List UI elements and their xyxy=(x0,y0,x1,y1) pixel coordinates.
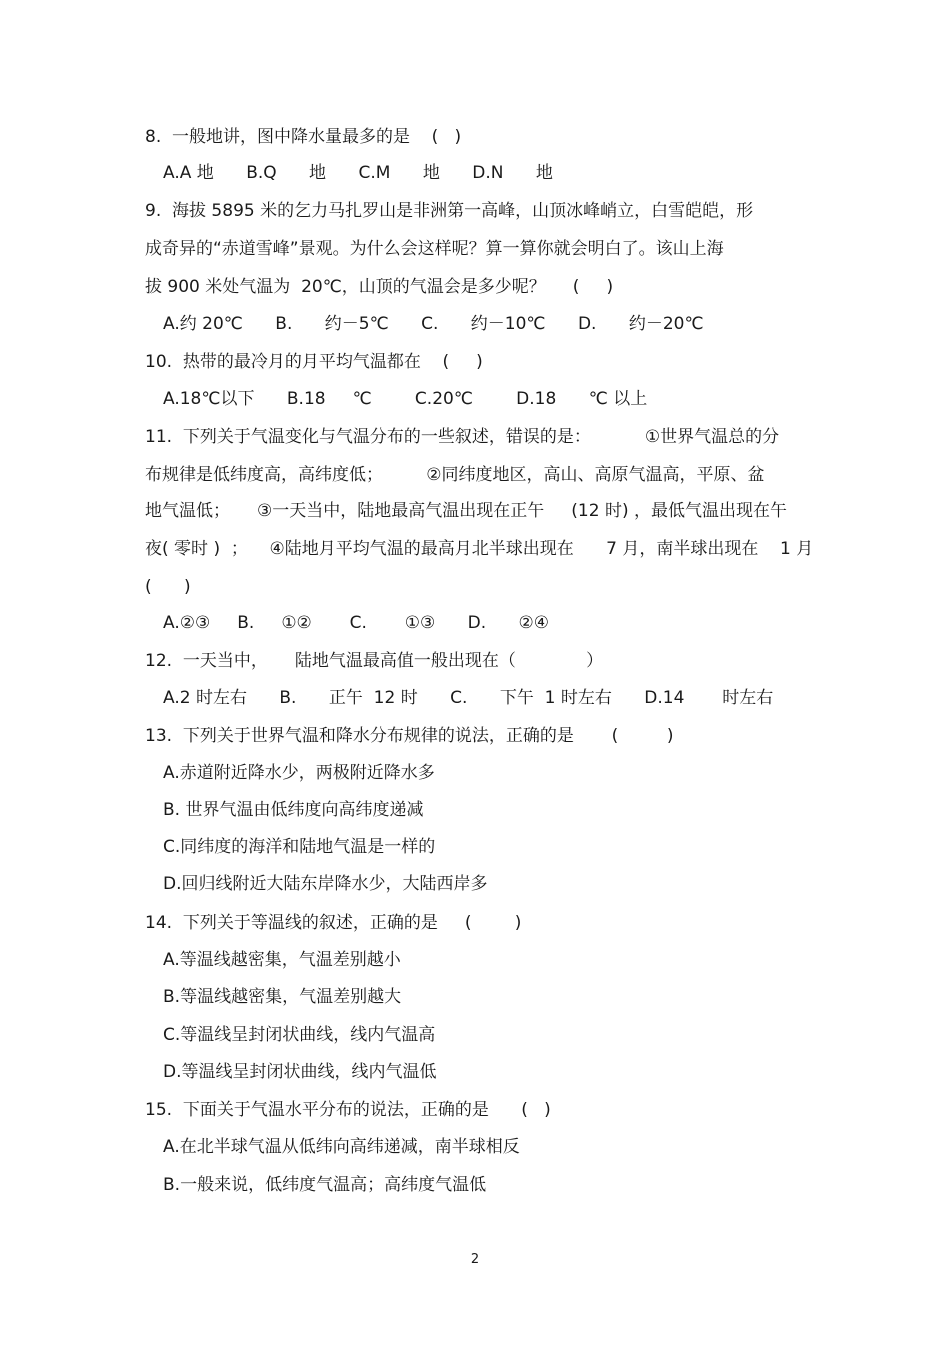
question-text-line: 11. 下列关于气温变化与气温分布的一些叙述，错误的是： ①世界气温总的分 xyxy=(145,427,780,447)
answer-option-line: A.A 地 B.Q 地 C.M 地 D.N 地 xyxy=(163,163,553,183)
question-text-line: 8. 一般地讲，图中降水量最多的是 ( ) xyxy=(145,127,462,147)
question-text-line: 13. 下列关于世界气温和降水分布规律的说法，正确的是 ( ) xyxy=(145,726,674,746)
question-text-line: ( ) xyxy=(145,577,191,597)
answer-option-line: C.等温线呈封闭状曲线，线内气温高 xyxy=(163,1025,436,1045)
question-text-line: 10. 热带的最冷月的月平均气温都在 ( ) xyxy=(145,352,483,372)
answer-option-line: A.等温线越密集，气温差别越小 xyxy=(163,950,401,970)
answer-option-line: B.等温线越密集，气温差别越大 xyxy=(163,987,402,1007)
question-text-line: 夜( 零时 ) ； ④陆地月平均气温的最高月北半球出现在 7 月，南半球出现在 1 月 xyxy=(145,539,814,559)
answer-option-line: D.等温线呈封闭状曲线，线内气温低 xyxy=(163,1062,437,1082)
question-text-line: 14. 下列关于等温线的叙述，正确的是 ( ) xyxy=(145,913,522,933)
answer-option-line: A.2 时左右 B. 正午 12 时 C. 下午 1 时左右 D.14 时左右 xyxy=(163,688,774,708)
page-number: 2 xyxy=(470,1252,480,1267)
answer-option-line: A.18℃以下 B.18 ℃ C.20℃ D.18 ℃ 以上 xyxy=(163,389,648,409)
question-text-line: 9. 海拔 5895 米的乞力马扎罗山是非洲第一高峰，山顶冰峰峭立，白雪皑皑，形 xyxy=(145,201,754,221)
question-text-line: 15. 下面关于气温水平分布的说法，正确的是 ( ) xyxy=(145,1100,551,1120)
answer-option-line: B. 世界气温由低纬度向高纬度递减 xyxy=(163,800,424,820)
answer-option-line: D.回归线附近大陆东岸降水少，大陆西岸多 xyxy=(163,874,488,894)
answer-option-line: A.赤道附近降水少，两极附近降水多 xyxy=(163,763,435,783)
answer-option-line: A.约 20℃ B. 约－5℃ C. 约－10℃ D. 约－20℃ xyxy=(163,314,704,334)
question-text-line: 12. 一天当中， 陆地气温最高值一般出现在（ ） xyxy=(145,651,604,671)
answer-option-line: C.同纬度的海洋和陆地气温是一样的 xyxy=(163,837,436,857)
question-text-line: 拔 900 米处气温为 20℃，山顶的气温会是多少呢？ ( ) xyxy=(145,277,614,297)
answer-option-line: A.②③ B. ①② C. ①③ D. ②④ xyxy=(163,613,550,633)
question-text-line: 地气温低； ③一天当中，陆地最高气温出现在正午 (12 时) ，最低气温出现在午 xyxy=(145,501,787,521)
answer-option-line: B.一般来说，低纬度气温高；高纬度气温低 xyxy=(163,1175,487,1195)
answer-option-line: A.在北半球气温从低纬向高纬递减，南半球相反 xyxy=(163,1137,520,1157)
question-text-line: 成奇异的“赤道雪峰”景观。为什么会这样呢？算一算你就会明白了。该山上海 xyxy=(145,239,724,259)
question-text-line: 布规律是低纬度高，高纬度低； ②同纬度地区，高山、高原气温高，平原、盆 xyxy=(145,465,765,485)
